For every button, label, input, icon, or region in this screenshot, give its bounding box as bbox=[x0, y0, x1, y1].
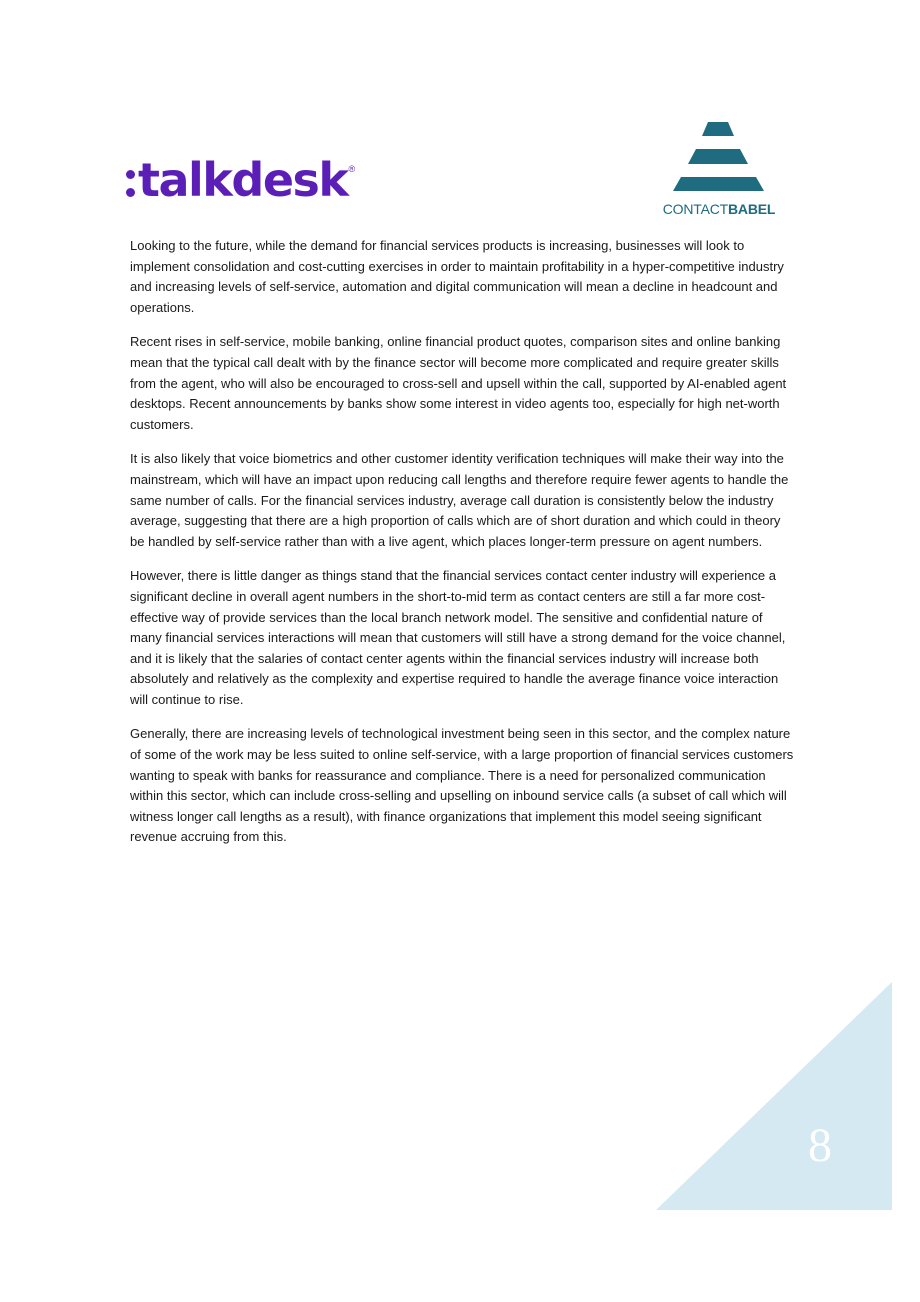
corner-triangle bbox=[656, 982, 892, 1210]
registered-mark: ® bbox=[348, 164, 356, 174]
paragraph: Looking to the future, while the demand for financial services products is increasing, businesses will look to implement consolidation and cost-cutting exercises in order to maintain profitability in a hyper-competitive industry and increasing levels of self-service, automation and digital communication will mean a decline in headcount and operations. bbox=[130, 238, 784, 315]
talkdesk-logo-dots bbox=[126, 170, 135, 197]
paragraph: Generally, there are increasing levels of technological investment being seen in this sector, and the complex nature of some of the work may be less suited to online self-service, with a large proportion of financial services customers wanting to speak with banks for reassurance and compliance. There is a need for personalized communication within this sector, which can include cross-selling and upselling on inbound service calls (a subset of call which will witness longer call lengths as a result), with finance organizations that implement this model seeing significant revenue accruing from this. bbox=[130, 726, 794, 845]
talkdesk-logo-text: talkdesk bbox=[138, 153, 348, 207]
paragraph: It is also likely that voice biometrics and other customer identity verification techniques will make their way into the mainstream, which will have an impact upon reducing call lengths and therefore require fewer agents to handle the same number of calls. For the financial services industry, average call duration is consistently below the industry average, suggesting that there are a high proportion of calls which are of short duration and which could in theory be handled by self-service rather than with a live agent, which places longer-term pressure on agent numbers. bbox=[130, 451, 789, 549]
page-number: 8 bbox=[808, 1119, 832, 1172]
body-text bbox=[130, 236, 794, 862]
paragraph: However, there is little danger as things stand that the financial services contact center industry will experience a significant decline in overall agent numbers in the short-to-mid term as contact centers are still a far more cost-effective way of provide services than the local branch network model. The sensitive and confidential nature of many financial services interactions will mean that customers will still have a strong demand for the voice channel, and it is likely that the salaries of contact center agents within the financial services industry will increase both absolutely and relatively as the complexity and expertise required to handle the average finance voice interaction will continue to rise. bbox=[130, 568, 786, 707]
contactbabel-logo-mark bbox=[652, 120, 786, 196]
talkdesk-logo bbox=[126, 150, 355, 210]
paragraph: Recent rises in self-service, mobile banking, online financial product quotes, comparison sites and online banking mean that the typical call dealt with by the finance sector will become more complicated and require greater skills from the agent, who will also be encouraged to cross-sell and upsell within the call, supported by AI-enabled agent desktops. Recent announcements by banks show some interest in video agents too, especially for high net-worth customers. bbox=[130, 334, 787, 432]
contactbabel-logo bbox=[652, 120, 786, 220]
contactbabel-logo-text: CONTACTBABEL bbox=[662, 201, 776, 217]
